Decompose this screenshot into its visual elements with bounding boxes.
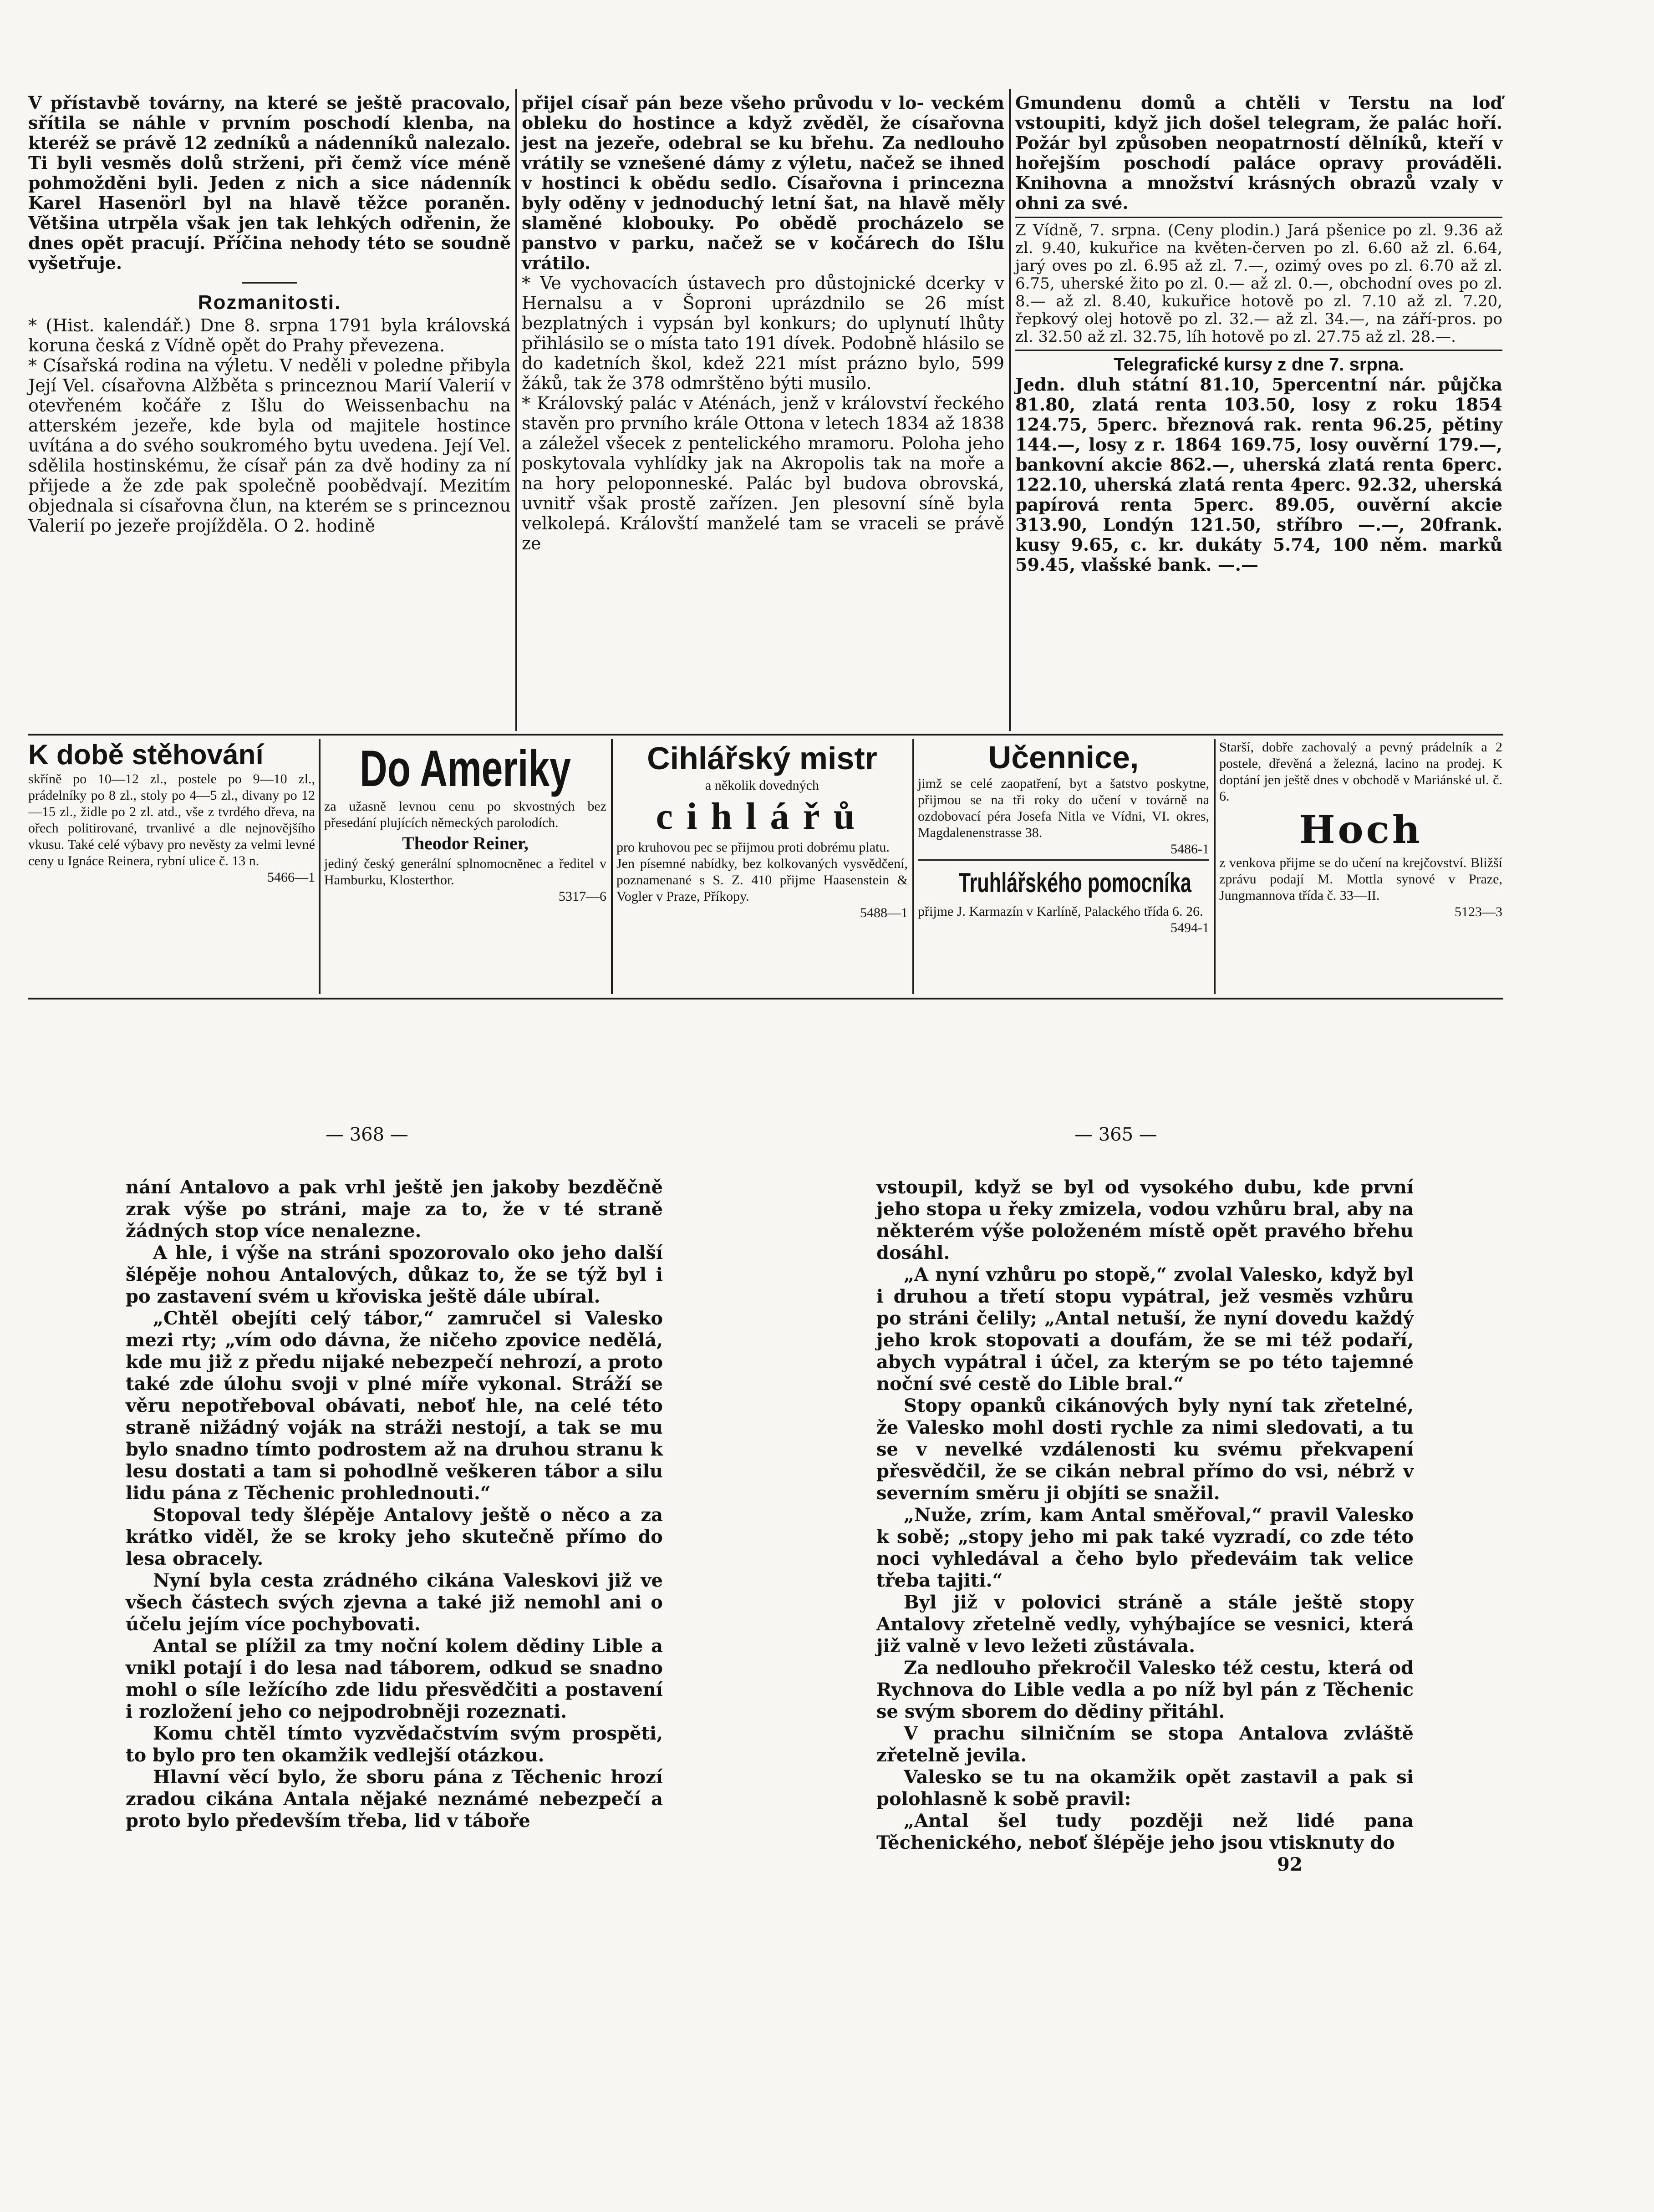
story-paragraph: Stopoval tedy šlépěje Antalovy ještě o něco a za krátko viděl, že se kroky jeho skutečně přímo do lesa obracely. (126, 1504, 663, 1569)
story-paragraph: „Chtěl obejíti celý tábor,“ zamručel si Valesko mezi rty; „vím odo dávna, že ničeho zpovice nedělá, kde mu již z předu nijaké nebezpečí nehrozí, a proto také zde úlohu svoji v plné míře vykonal. Stráží se věru nepotřeboval obávati, neboť hle, na celé této straně nižádný voják na stráži nestojí, a tak se mu bylo snadno tímto podrostem až na druhou stranu k lesu dostati a tam si pohodlně veškeren tábor a silu lidu pána z Těchenic prohlednouti.“ (126, 1308, 663, 1504)
ad-boy-title: Hoch (1299, 807, 1423, 852)
ad-boy-body: z venkova přijme se do učení na krejčovství. Bližší zprávu podají M. Mottla synové v Praze, Jungmannova třída č. 33—II. (1219, 855, 1502, 903)
ad-moving-code: 5466—1 (267, 870, 315, 885)
story-paragraph: vstoupil, když se byl od vysokého dubu, kde první jeho stopa u řeky zmizela, vodou vzhůru bral, aby na některém výše položeném místě opět pravého břehu dosáhl. (876, 1177, 1414, 1263)
telegraph-rates-article: Jedn. dluh státní 81.10, 5percentní nár. půjčka 81.80, zlatá renta 103.50, losy z roku 1854 124.75, 5perc. březnová rak. renta 96.25, pětiny 144.—, losy z r. 1864 169.75, losy ouvěrní 179.—, bankovní akcie 862.—, uherská zlatá renta 6perc. 122.10, uherská zlatá renta 4perc. 92.32, uherská papírová renta 5perc. 89.05, ouvěrní akcie 313.90, Londýn 121.50, stříbro —.—, 20frank. kusy 9.65, c. kr. dukáty 5.74, 100 něm. marků 59.45, vlašské bank. —.— (1015, 374, 1502, 575)
ad-brickmaster-big: cihlářů (656, 795, 869, 837)
news-column-3 (1015, 93, 1502, 575)
ad-america-code: 5317—6 (559, 889, 606, 904)
ad-divider (912, 739, 914, 994)
ad-divider (1214, 739, 1216, 994)
factory-collapse-article: V přístavbě továrny, na které se ještě pracovalo, sřítila se náhle v prvním poschodí klenba, na kteréž se právě 12 zedníků a nádenníků nalezalo. Ti byli vesměs dolů strženi, při čemž více méně pohmožděni byli. Jeden z nich a sice nádenník Karel Hasenörl byl na hlavě těžce poraněn. Většina utrpěla však jen tak lehkých odřenin, že dnes opět pracují. Příčina nehody této se soudně vyšetřuje. (28, 92, 511, 273)
story-paragraph: Stopy opanků cikánových byly nyní tak zřetelné, že Valesko mohl dosti rychle za nimi sledovati, a tu se v nevelké vzdálenosti ku svému překvapení přesvědčil, že se cikán nebral přímo do vsi, nébrž v severním směru ji objíti se snažil. (876, 1395, 1414, 1504)
story-paragraph: Hlavní věcí bylo, že sboru pána z Těchenic hrozí zradou cikána Antala nějaké neznámé nebezpečí a proto bylo především třeba, lid v táboře (126, 1766, 663, 1831)
ad-moving-body: skříně po 10—12 zl., postele po 9—10 zl., prádelníky po 8 zl., stoly po 4—5 zl., divany po 12—15 zl., židle po 2 zl. atd., vše z tvrdého dřeva, na ořech politirované, trvanlivé a dle nejnovějšího vkusu. Také celé výbavy pro nevěsty za velmi levné ceny u Ignáce Reinera, rybní ulice č. 13 n. (28, 771, 315, 868)
ad-brickmaster-code: 5488—1 (860, 905, 908, 920)
history-calendar-article: * (Hist. kalendář.) Dne 8. srpna 1791 byla královská koruna česká z Vídně opět do Prahy převezena. (28, 315, 511, 355)
ad-carpenter-code: 5494-1 (1171, 920, 1209, 935)
story-paragraph: Za nedlouho překročil Valesko též cestu, která od Rychnova do Lible vedla a po níž byl pán z Těchenic se svým sborem do dědiny přitáhl. (876, 1657, 1414, 1722)
story-paragraph: Nyní byla cesta zrádného cikána Valeskovi již ve všech částech svých zjevna a také již nemohl ani o účelu jejím více pochybovati. (126, 1570, 663, 1635)
ad-america-name: Theodor Reiner, (402, 833, 529, 853)
ad-apprentice (918, 739, 1209, 936)
ad-america-body2: jediný český generální splnomocněnec a ředitel v Hamburku, Klosterthor. (324, 856, 606, 888)
left-story-page (126, 1177, 663, 1832)
news-column-2 (522, 93, 1004, 553)
athens-palace-article: * Královský palác v Aténách, jenž v království řeckého stavěn pro prvního krále Ottona v letech 1834 až 1838 a záležel všecek z pentelického mramoru. Poloha jeho poskytovala vyhlídky jak na Akropolis tak na moře a na hory peloponneské. Palác byl budova obrovská, uvnitř však prostě zařízen. Jen plesovní síně byla velkolepá. Královští manželé tam se vraceli se právě ze (522, 393, 1004, 553)
column-divider (1009, 89, 1011, 731)
ad-apprentice-body: jimž se celé zaopatření, byt a šatstvo poskytne, přijmou se na tři roky do učení v továrně na ozdobovací péra Josefa Nitla ve Vídni, VI. okres, Magdalenenstrasse 38. (918, 776, 1209, 840)
story-paragraph: nání Antalovo a pak vrhl ještě jen jakoby bezděčně zrak výše po stráni, maje za to, že v té straně žádných stop více nenalezne. (126, 1177, 663, 1242)
ad-america-body: za užasně levnou cenu po skvostných bez přesedání plujících německých parolodích. (324, 799, 606, 830)
ad-wardrobe (1219, 739, 1502, 920)
story-paragraph: Valesko se tu na okamžik opět zastavil a pak si polohlasně k sobě pravil: (876, 1766, 1414, 1810)
story-paragraph: „Nuže, zrím, kam Antal směřoval,“ pravil Valesko k sobě; „stopy jeho mi pak také vyzradí, co zde této noci vyhledával a čeho bylo předeváim tak velice třeba tajiti.“ (876, 1504, 1414, 1591)
separator (1015, 350, 1502, 351)
miscellany-heading: Rozmanitosti. (198, 291, 341, 314)
story-paragraph: „A nyní vzhůru po stopě,“ zvolal Valesko, když byl i druhou a třetí stopu vypátral, jež vesměs vzhůru po stráni čelily; „Antal netuší, že nyní dovedu každý jeho krok stopovati a doufám, že se mi též podaří, abych vypátral i účel, za kterým se po této tajemné noční své cestě do Lible bral.“ (876, 1264, 1414, 1395)
ad-wardrobe-body: Starší, dobře zachovalý a pevný prádelník a 2 postele, dřevěná a železná, lacino na prodej. K doptání jen ještě dnes v obchodě v Mariánské ul. č. 6. (1219, 740, 1502, 804)
separator (242, 282, 297, 284)
ad-apprentice-code: 5486-1 (1171, 842, 1209, 857)
education-institutes-article: * Ve vychovacích ústavech pro důstojnické dcerky v Hernalsu a v Šoproni uprázdnilo se 26 míst bezplatných i vypsán byl konkurs; do uplynutí lhůty přihlásilo se o místa tato 191 dívek. Podobně hlásilo se do kadetních škol, kdež 221 míst prázno bylo, 599 žáků, tak že 378 odmrštěno býti musilo. (522, 273, 1004, 393)
ad-brickmaster-sub: a několik dovedných (705, 778, 819, 793)
ad-apprentice-title: Učennice, (988, 740, 1139, 775)
ad-divider (319, 739, 321, 994)
story-paragraph: Komu chtěl tímto vyzvědačstvím svým prospěti, to bylo pro ten okamžik vedlejší otázkou. (126, 1723, 663, 1766)
emperor-visit-article: přijel císař pán beze všeho průvodu v lo- veckém obleku do hostince a když zvěděl, že císařovna jest na jezeře, odebral se ku břehu. Za nedlouho vrátily se vznešené dámy z výletu, načež se ihned v hostinci k obědu sedlo. Císařovna i princezna byly oděny v jednoduchý letní šat, na hlavě měly slaměné klobouky. Po obědě procházelo se panstvo v parku, načež se v kočárech do Išlu vrátilo. (522, 92, 1004, 273)
separator (918, 859, 1209, 861)
right-story-page (876, 1177, 1414, 1876)
story-paragraph: Byl již v polovici stráně a stále ještě stopy Antalovy zřetelně vedly, vyhýbajíce se vesnici, která již valně v levo ležeti zůstávala. (876, 1592, 1414, 1657)
separator (1015, 217, 1502, 218)
telegraph-rates-heading: Telegrafické kursy z dne 7. srpna. (1114, 355, 1404, 375)
ads-bottom-rule (28, 998, 1503, 999)
ad-brickmaster-title: Cihlářský mistr (647, 741, 877, 776)
column-divider (515, 89, 517, 731)
imperial-family-article: * Císařská rodina na výletu. V neděli v poledne přibyla Její Vel. císařovna Alžběta s princeznou Marií Valerií v otevřeném kočáře z Išlu do Weissenbachu na atterském jezeře, kde byla od majitele hostince uvítána a do svého soukromého bytu uvedena. Její Vel. sdělila hostinskému, že císař pán za dvě hodiny za ní přijede a že zde pak společně poobědvají. Mezitím objednala si císařovna člun, na kterém se s princeznou Valerií po jezeře projížděla. O 2. hodině (28, 355, 511, 536)
palace-fire-article: Gmundenu domů a chtěli v Terstu na loď vstoupiti, když jich došel telegram, že palác hoří. Požár byl způsoben neopatrností dělníků, kteří v hořejším poschodí paláce opravy prováděli. Knihovna a množství krásných obrazů vzaly v ohni za své. (1015, 92, 1502, 213)
news-column-1 (28, 93, 511, 536)
ad-moving (28, 739, 315, 886)
ad-divider (611, 739, 613, 994)
ad-america (324, 739, 606, 905)
right-page-number: — 365 — (1074, 1124, 1157, 1145)
left-page-number: — 368 — (326, 1124, 408, 1145)
story-paragraph: V prachu silničním se stopa Antalova zvláště zřetelně jevila. (876, 1723, 1414, 1766)
grain-prices-article: Z Vídně, 7. srpna. (Ceny plodin.) Jará pšenice po zl. 9.36 až zl. 9.40, kukuřice na květen-červen po zl. 6.60 až zl. 6.64, jarý oves po zl. 6.95 až zl. 7.—, ozimý oves po zl. 6.70 až zl. 6.75, uherské žito po zl. 0.— až zl. 0.—, obchodní oves po zl. 8.— až zl. 8.40, kukuřice hotově po zl. 7.10 až zl. 7.20, řepkový olej hotově po zl. 32.— až zl. 34.—, na září-pros. po zl. 32.50 až zl. 32.75, líh hotově po zl. 27.75 až zl. 28.—. (1015, 221, 1502, 346)
ad-moving-title: K době stěhování (28, 739, 264, 771)
story-paragraph: Antal se plížil za tmy noční kolem dědiny Lible a vnikl potají i do lesa nad táborem, odkud se snadno mohl o síle ležícího zde lidu přesvědčiti a postavení i rozložení jeho co nejpodrobněji rozeznati. (126, 1635, 663, 1722)
ad-boy-code: 5123—3 (1455, 904, 1502, 919)
ad-carpenter-title: Truhlářského pomocníka (958, 868, 1191, 898)
ad-america-title: Do Ameriky (360, 740, 571, 797)
ad-carpenter-body: přijme J. Karmazín v Karlíně, Palackého třída 6. 26. (918, 904, 1203, 919)
signature-mark: 92 (1277, 1854, 1303, 1875)
story-paragraph: „Antal šel tudy později než lidé pana Těchenického, neboť šlépěje jeho jsou vtisknuty do (876, 1810, 1414, 1853)
ad-brickmaster-body2: Jen písemné nabídky, bez kolkovaných vysvědčení, poznamenané s S. Z. 410 přijme Haasenstein & Vogler v Praze, Příkopy. (616, 856, 908, 904)
ad-brickmaster-body: pro kruhovou pec se přijmou proti dobrému platu. (616, 840, 890, 855)
ads-top-rule (28, 734, 1503, 736)
story-paragraph: A hle, i výše na stráni spozorovalo oko jeho další šlépěje nohou Antalových, důkaz to, že se týž byl i po zastavení svém u křoviska ještě dále ubíral. (126, 1242, 663, 1307)
ad-brickmaster (616, 739, 908, 921)
